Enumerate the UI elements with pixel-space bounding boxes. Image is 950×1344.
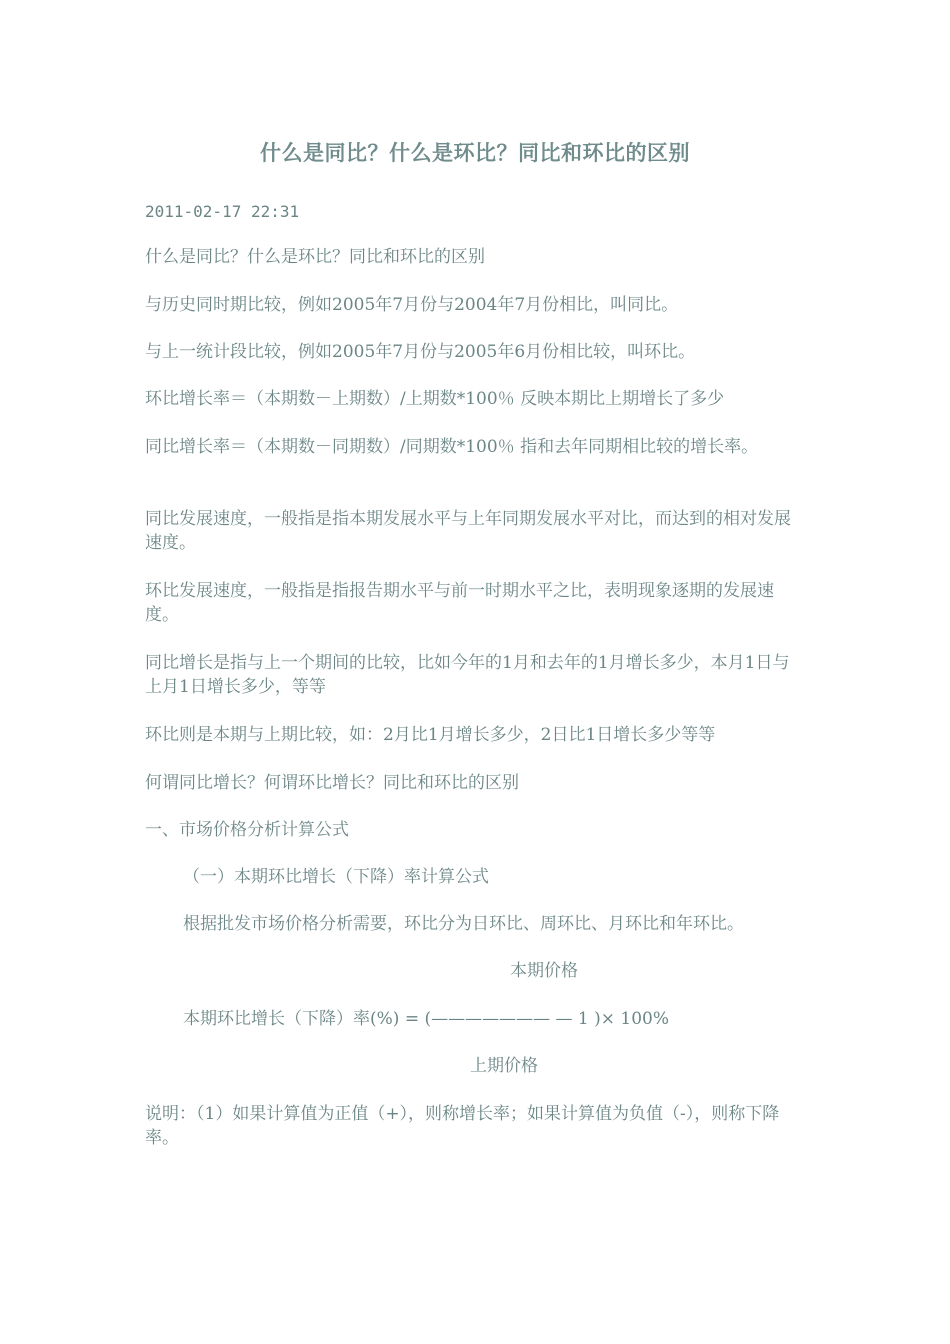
section-heading: 一、市场价格分析计算公式 — [145, 820, 349, 840]
paragraph: 环比增长率＝（本期数－上期数）/上期数*100％ 反映本期比上期增长了多少 — [145, 389, 725, 409]
paragraph: 与上一统计段比较，例如2005年7月份与2005年6月份相比较，叫环比。 — [145, 342, 696, 362]
paragraph: 什么是同比？什么是环比？同比和环比的区别 — [145, 247, 485, 267]
paragraph: 环比则是本期与上期比较，如：2月比1月增长多少，2日比1日增长多少等等 — [145, 725, 716, 745]
paragraph: 与历史同时期比较，例如2005年7月份与2004年7月份相比，叫同比。 — [145, 295, 679, 315]
formula-line: 本期环比增长（下降）率(%) = (——————— — 1 )× 100% — [183, 1009, 670, 1029]
document-title: 什么是同比？什么是环比？同比和环比的区别 — [260, 141, 690, 165]
paragraph: 同比增长率＝（本期数－同期数）/同期数*100％ 指和去年同期相比较的增长率。 — [145, 437, 759, 457]
post-date: 2011-02-17 22:31 — [145, 202, 300, 221]
note-paragraph: 说明：（1）如果计算值为正值（+），则称增长率；如果计算值为负值（-），则称下降率。 — [145, 1104, 780, 1148]
paragraph: 环比发展速度，一般指是指报告期水平与前一时期水平之比，表明现象逐期的发展速度。 — [145, 581, 774, 625]
paragraph: 同比发展速度，一般指是指本期发展水平与上年同期发展水平对比，而达到的相对发展速度。 — [145, 509, 791, 553]
formula-denominator: 上期价格 — [470, 1056, 538, 1076]
formula-numerator: 本期价格 — [510, 961, 578, 981]
subheading: （一）本期环比增长（下降）率计算公式 — [183, 867, 489, 887]
paragraph: 何谓同比增长？何谓环比增长？同比和环比的区别 — [145, 773, 519, 793]
paragraph: 同比增长是指与上一个期间的比较，比如今年的1月和去年的1月增长多少，本月1日与上月1日增长多少，等等 — [145, 653, 790, 697]
intro-paragraph: 根据批发市场价格分析需要，环比分为日环比、周环比、月环比和年环比。 — [183, 914, 744, 934]
